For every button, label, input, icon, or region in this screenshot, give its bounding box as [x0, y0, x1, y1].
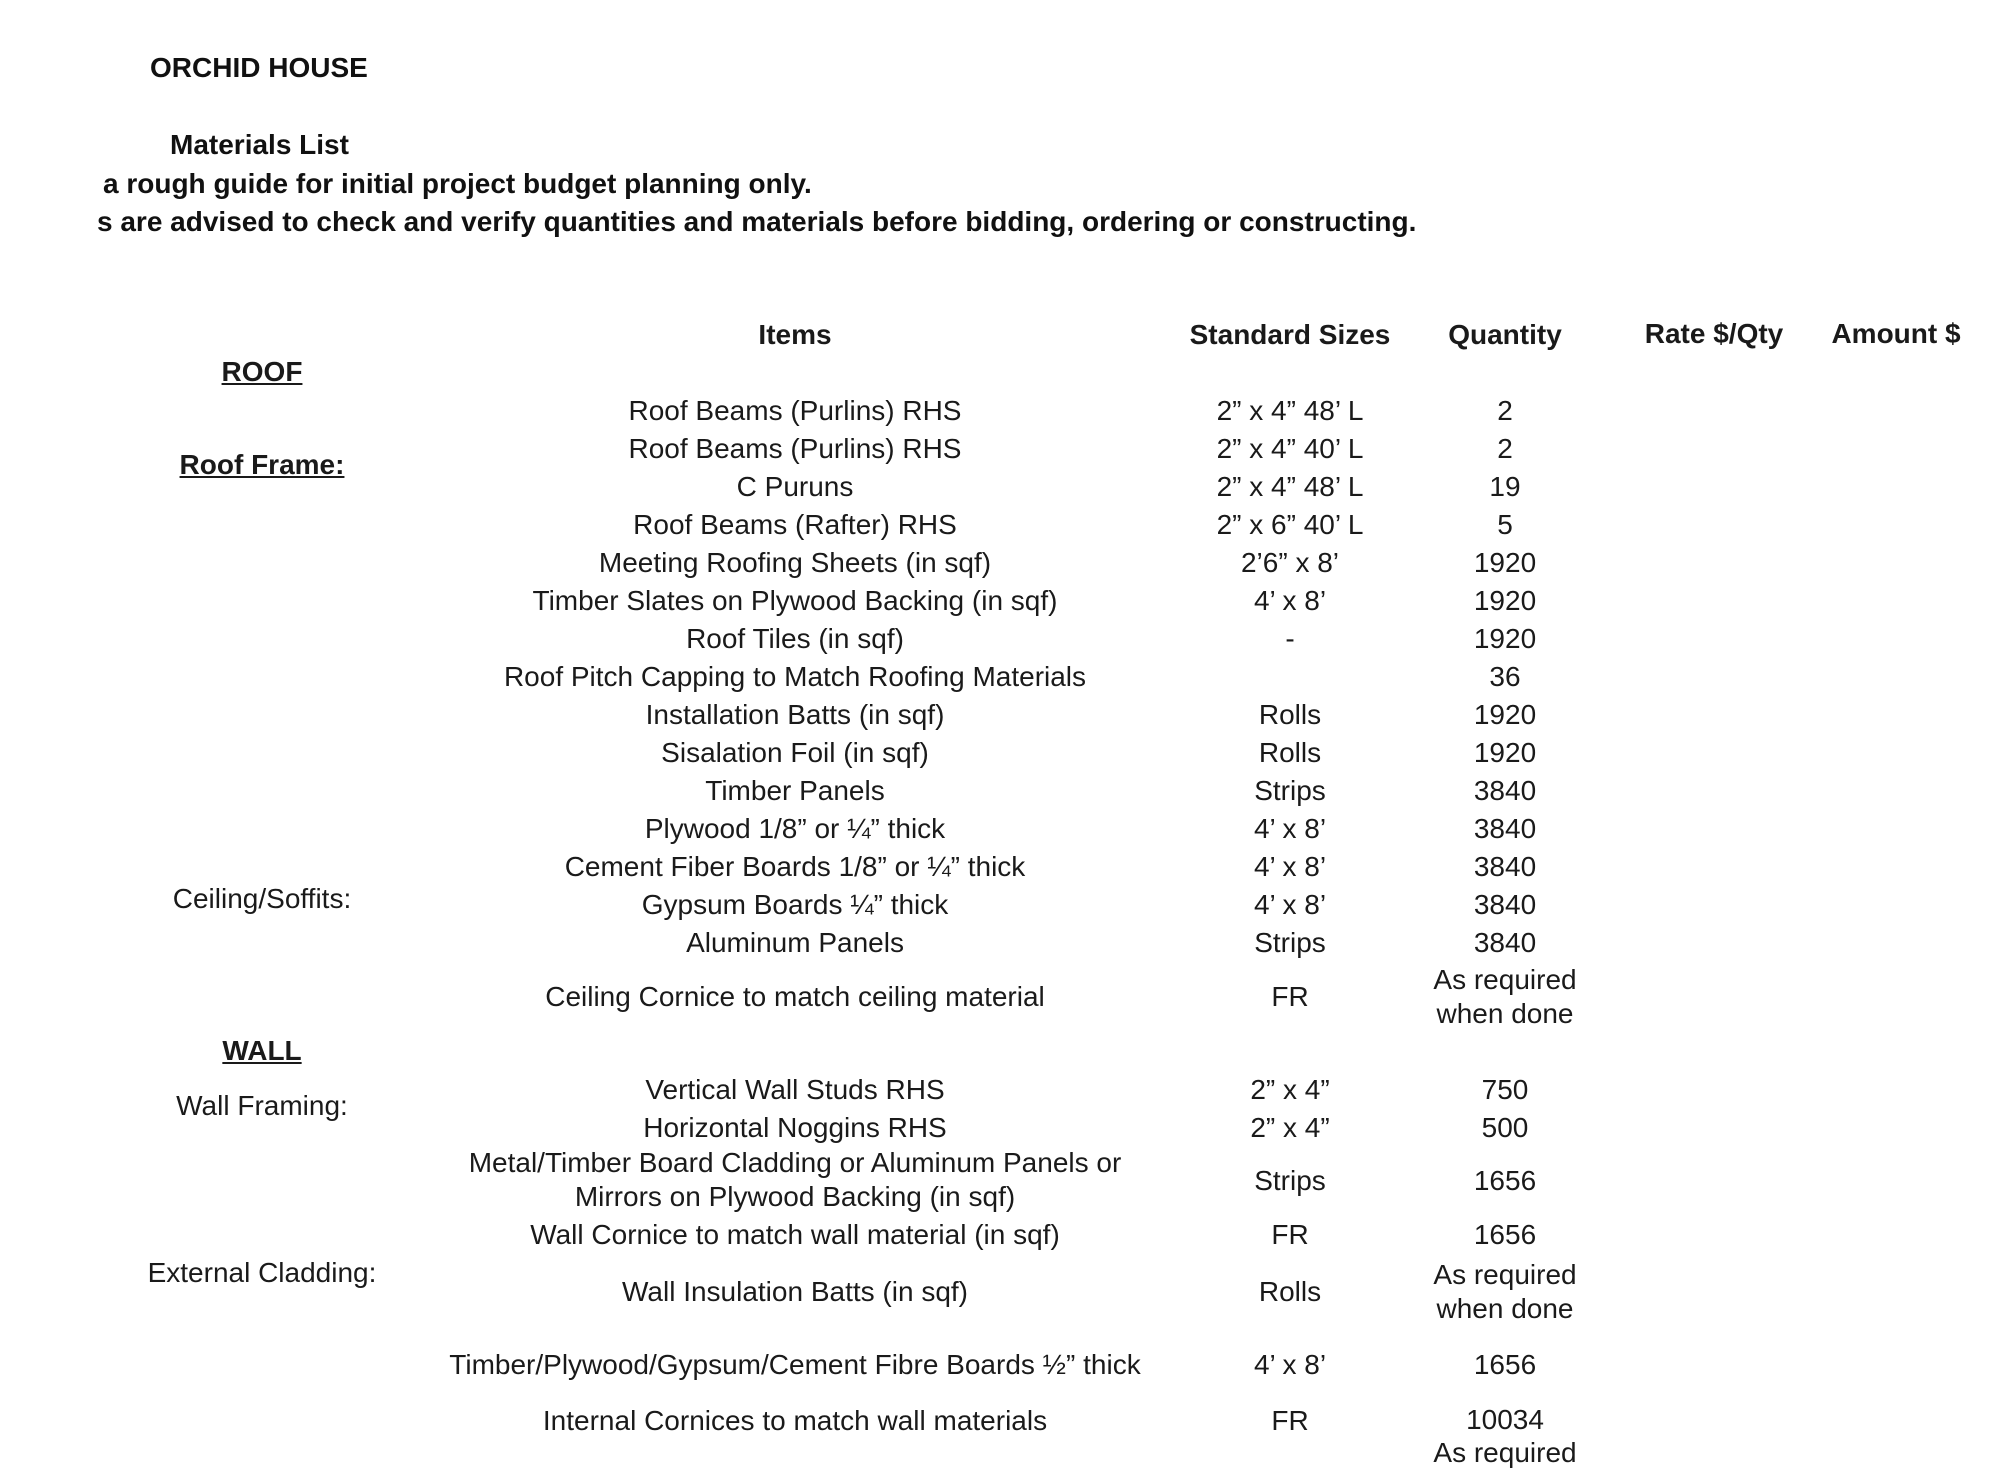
row-quantity: 3840	[1473, 927, 1537, 958]
row-size: 2” x 4” 48’ L	[1216, 395, 1364, 426]
row-item: Wall Insulation Batts (in sqf)	[622, 1276, 968, 1307]
row-quantity: 19	[1489, 471, 1521, 502]
row-quantity: 1920	[1473, 737, 1537, 768]
row-item: Aluminum Panels	[686, 927, 904, 958]
row-size: 2” x 4” 48’ L	[1216, 471, 1364, 502]
column-header-amount: Amount $	[1831, 318, 1961, 349]
row-size: 4’ x 8’	[1253, 1349, 1327, 1380]
row-size: -	[1285, 623, 1295, 654]
row-item: Vertical Wall Studs RHS	[645, 1074, 945, 1105]
row-quantity: 1656	[1473, 1349, 1537, 1380]
row-size: FR	[1271, 1405, 1309, 1436]
column-header-items: Items	[758, 319, 832, 350]
document-note: s are advised to check and verify quantities and materials before bidding, ordering or constructing.	[97, 206, 1417, 237]
row-item: Cement Fiber Boards 1/8” or ¼” thick	[564, 851, 1026, 882]
row-quantity: 36	[1489, 661, 1521, 692]
row-quantity: 3840	[1473, 889, 1537, 920]
row-item: Roof Beams (Rafter) RHS	[633, 509, 957, 540]
row-quantity: 5	[1497, 509, 1513, 540]
row-item: C Puruns	[736, 471, 854, 502]
row-quantity: As required when done	[1433, 964, 1577, 1029]
row-item: Meeting Roofing Sheets (in sqf)	[598, 547, 992, 578]
row-quantity: 10034	[1466, 1404, 1544, 1435]
row-item: Horizontal Noggins RHS	[643, 1112, 947, 1143]
row-item: Timber Panels	[705, 775, 885, 806]
row-item: Gypsum Boards ¼” thick	[641, 889, 949, 920]
column-header-rate: Rate $/Qty	[1644, 318, 1784, 349]
row-item: Timber/Plywood/Gypsum/Cement Fibre Boards ½” thick	[449, 1349, 1141, 1380]
row-quantity: 750	[1481, 1074, 1529, 1105]
row-size: 2” x 4”	[1250, 1112, 1330, 1143]
row-item: Roof Beams (Purlins) RHS	[628, 433, 962, 464]
row-size: FR	[1271, 981, 1309, 1012]
row-size: FR	[1271, 1219, 1309, 1250]
document-title: ORCHID HOUSE	[150, 52, 368, 83]
row-size: 4’ x 8’	[1253, 851, 1327, 882]
row-size: 4’ x 8’	[1253, 585, 1327, 616]
row-size: Strips	[1254, 1165, 1326, 1196]
row-quantity: As required when done	[1433, 1259, 1577, 1324]
row-item: Ceiling Cornice to match ceiling material	[545, 981, 1045, 1012]
row-quantity: 3840	[1473, 813, 1537, 844]
row-quantity-cut-off: As required	[1433, 1437, 1577, 1468]
row-item: Roof Pitch Capping to Match Roofing Materials	[503, 661, 1087, 692]
row-size: Rolls	[1258, 737, 1322, 768]
row-quantity: 1920	[1473, 623, 1537, 654]
section-wall-framing: Wall Framing:	[176, 1090, 348, 1121]
row-quantity: 3840	[1473, 851, 1537, 882]
row-quantity: 2	[1497, 433, 1513, 464]
row-item: Roof Tiles (in sqf)	[686, 623, 904, 654]
section-wall: WALL	[222, 1035, 302, 1066]
row-quantity: 1656	[1473, 1165, 1537, 1196]
row-item: Timber Slates on Plywood Backing (in sqf)	[532, 585, 1058, 616]
row-size: Rolls	[1258, 1276, 1322, 1307]
row-size: Strips	[1254, 927, 1326, 958]
section-roof: ROOF	[221, 356, 303, 387]
row-item: Wall Cornice to match wall material (in sqf)	[530, 1219, 1060, 1250]
row-size: Rolls	[1258, 699, 1322, 730]
document-subtitle: Materials List	[170, 129, 349, 160]
row-size: Strips	[1254, 775, 1326, 806]
row-quantity: 1920	[1473, 699, 1537, 730]
column-header-quantity: Quantity	[1448, 319, 1562, 350]
document-note: a rough guide for initial project budget planning only.	[103, 168, 812, 199]
row-item: Installation Batts (in sqf)	[645, 699, 945, 730]
section-ceiling-soffits: Ceiling/Soffits:	[172, 883, 352, 914]
row-quantity: 1920	[1473, 547, 1537, 578]
row-item: Plywood 1/8” or ¼” thick	[644, 813, 946, 844]
row-item: Metal/Timber Board Cladding or Aluminum Panels or Mirrors on Plywood Backing (in sqf)	[468, 1147, 1122, 1212]
row-quantity: 1920	[1473, 585, 1537, 616]
row-quantity: 2	[1497, 395, 1513, 426]
row-size: 2” x 4” 40’ L	[1216, 433, 1364, 464]
row-quantity: 3840	[1473, 775, 1537, 806]
row-item: Sisalation Foil (in sqf)	[661, 737, 929, 768]
column-header-sizes: Standard Sizes	[1189, 319, 1391, 350]
row-quantity: 1656	[1473, 1219, 1537, 1250]
section-roof-frame: Roof Frame:	[179, 449, 345, 480]
row-item: Roof Beams (Purlins) RHS	[628, 395, 962, 426]
section-external-cladding: External Cladding:	[147, 1257, 377, 1288]
row-size: 2” x 4”	[1250, 1074, 1330, 1105]
row-size: 4’ x 8’	[1253, 813, 1327, 844]
row-item: Internal Cornices to match wall materials	[542, 1405, 1048, 1436]
row-quantity: 500	[1481, 1112, 1529, 1143]
row-size: 2” x 6” 40’ L	[1216, 509, 1364, 540]
row-size: 2’6” x 8’	[1240, 547, 1340, 578]
row-size: 4’ x 8’	[1253, 889, 1327, 920]
